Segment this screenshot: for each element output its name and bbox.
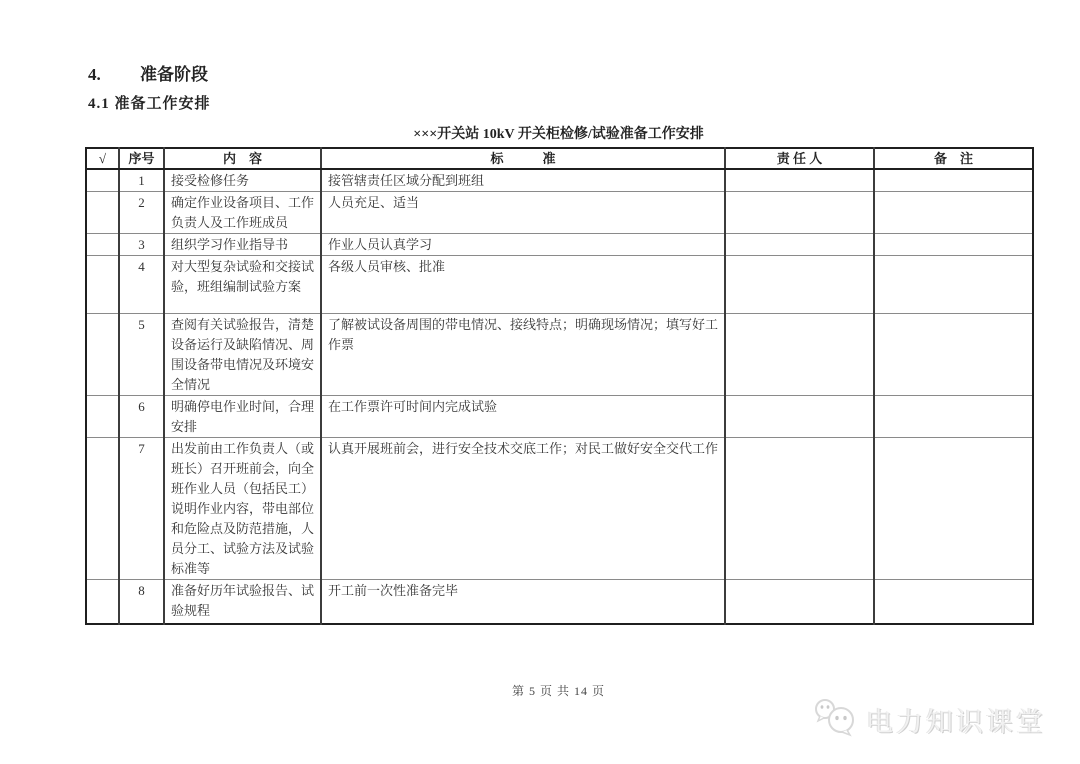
page-footer: 第 5 页 共 14 页 [511,684,605,698]
section-title: 准备阶段 [140,65,208,84]
row-check-cell [86,396,119,438]
subsection-heading: 4.1 准备工作安排 [88,96,211,112]
row-number-cell: 8 [119,580,164,624]
row-remark-cell [874,192,1033,234]
row-standard-cell: 接管辖责任区域分配到班组 [321,169,725,192]
row-standard-cell: 认真开展班前会，进行安全技术交底工作；对民工做好安全交代工作 [321,438,725,580]
table-row [86,192,1033,234]
row-content-cell: 查阅有关试验报告，清楚设备运行及缺陷情况、周围设备带电情况及环境安全情况 [164,314,321,396]
row-number-cell: 3 [119,234,164,256]
column-header-check: √ [86,148,119,169]
row-remark-cell [874,234,1033,256]
row-responsible-cell [725,580,874,624]
row-responsible-cell [725,438,874,580]
row-check-cell [86,438,119,580]
wechat-icon [812,697,858,742]
row-remark-cell [874,580,1033,624]
row-content-cell: 准备好历年试验报告、试验规程 [164,580,321,624]
row-remark-cell [874,169,1033,192]
row-responsible-cell [725,314,874,396]
row-responsible-cell [725,192,874,234]
table-row [86,438,1033,580]
table-title: ×××开关站 10kV 开关柜检修/试验准备工作安排 [413,127,704,142]
section-heading [88,60,208,85]
row-content-cell: 出发前由工作负责人（或班长）召开班前会，向全班作业人员（包括民工）说明作业内容，带电部位和危险点及防范措施，人员分工、试验方法及试验标准等 [164,438,321,580]
column-header-number: 序号 [119,148,164,169]
row-content-cell: 组织学习作业指导书 [164,234,321,256]
row-number-cell: 5 [119,314,164,396]
table-row [86,396,1033,438]
row-number-cell: 6 [119,396,164,438]
row-standard-cell: 作业人员认真学习 [321,234,725,256]
table-body [86,169,1033,624]
row-content-cell: 对大型复杂试验和交接试验，班组编制试验方案 [164,256,321,314]
watermark-text: 电力知识课堂 [866,707,1046,737]
row-content-cell: 接受检修任务 [164,169,321,192]
table-header-row [86,148,1033,169]
table-row [86,580,1033,624]
row-responsible-cell [725,234,874,256]
row-check-cell [86,192,119,234]
row-standard-cell: 开工前一次性准备完毕 [321,580,725,624]
row-number-cell: 1 [119,169,164,192]
column-header-content: 内 容 [164,148,321,169]
row-standard-cell: 各级人员审核、批准 [321,256,725,314]
preparation-table [85,147,1034,625]
row-remark-cell [874,314,1033,396]
column-header-standard: 标 准 [321,148,725,169]
column-header-remark: 备 注 [874,148,1033,169]
row-check-cell [86,234,119,256]
row-number-cell: 2 [119,192,164,234]
section-number: 4. [88,65,101,84]
table-row [86,256,1033,314]
row-remark-cell [874,438,1033,580]
watermark [812,697,1046,742]
row-responsible-cell [725,169,874,192]
row-check-cell [86,580,119,624]
table-row [86,169,1033,192]
column-header-responsible: 责 任 人 [725,148,874,169]
row-responsible-cell [725,256,874,314]
row-check-cell [86,256,119,314]
row-standard-cell: 了解被试设备周围的带电情况、接线特点；明确现场情况；填写好工作票 [321,314,725,396]
row-responsible-cell [725,396,874,438]
row-standard-cell: 在工作票许可时间内完成试验 [321,396,725,438]
table-row [86,234,1033,256]
row-check-cell [86,169,119,192]
row-remark-cell [874,256,1033,314]
row-number-cell: 4 [119,256,164,314]
row-content-cell: 确定作业设备项目、工作负责人及工作班成员 [164,192,321,234]
table-row [86,314,1033,396]
row-remark-cell [874,396,1033,438]
row-standard-cell: 人员充足、适当 [321,192,725,234]
row-content-cell: 明确停电作业时间，合理安排 [164,396,321,438]
row-check-cell [86,314,119,396]
row-number-cell: 7 [119,438,164,580]
